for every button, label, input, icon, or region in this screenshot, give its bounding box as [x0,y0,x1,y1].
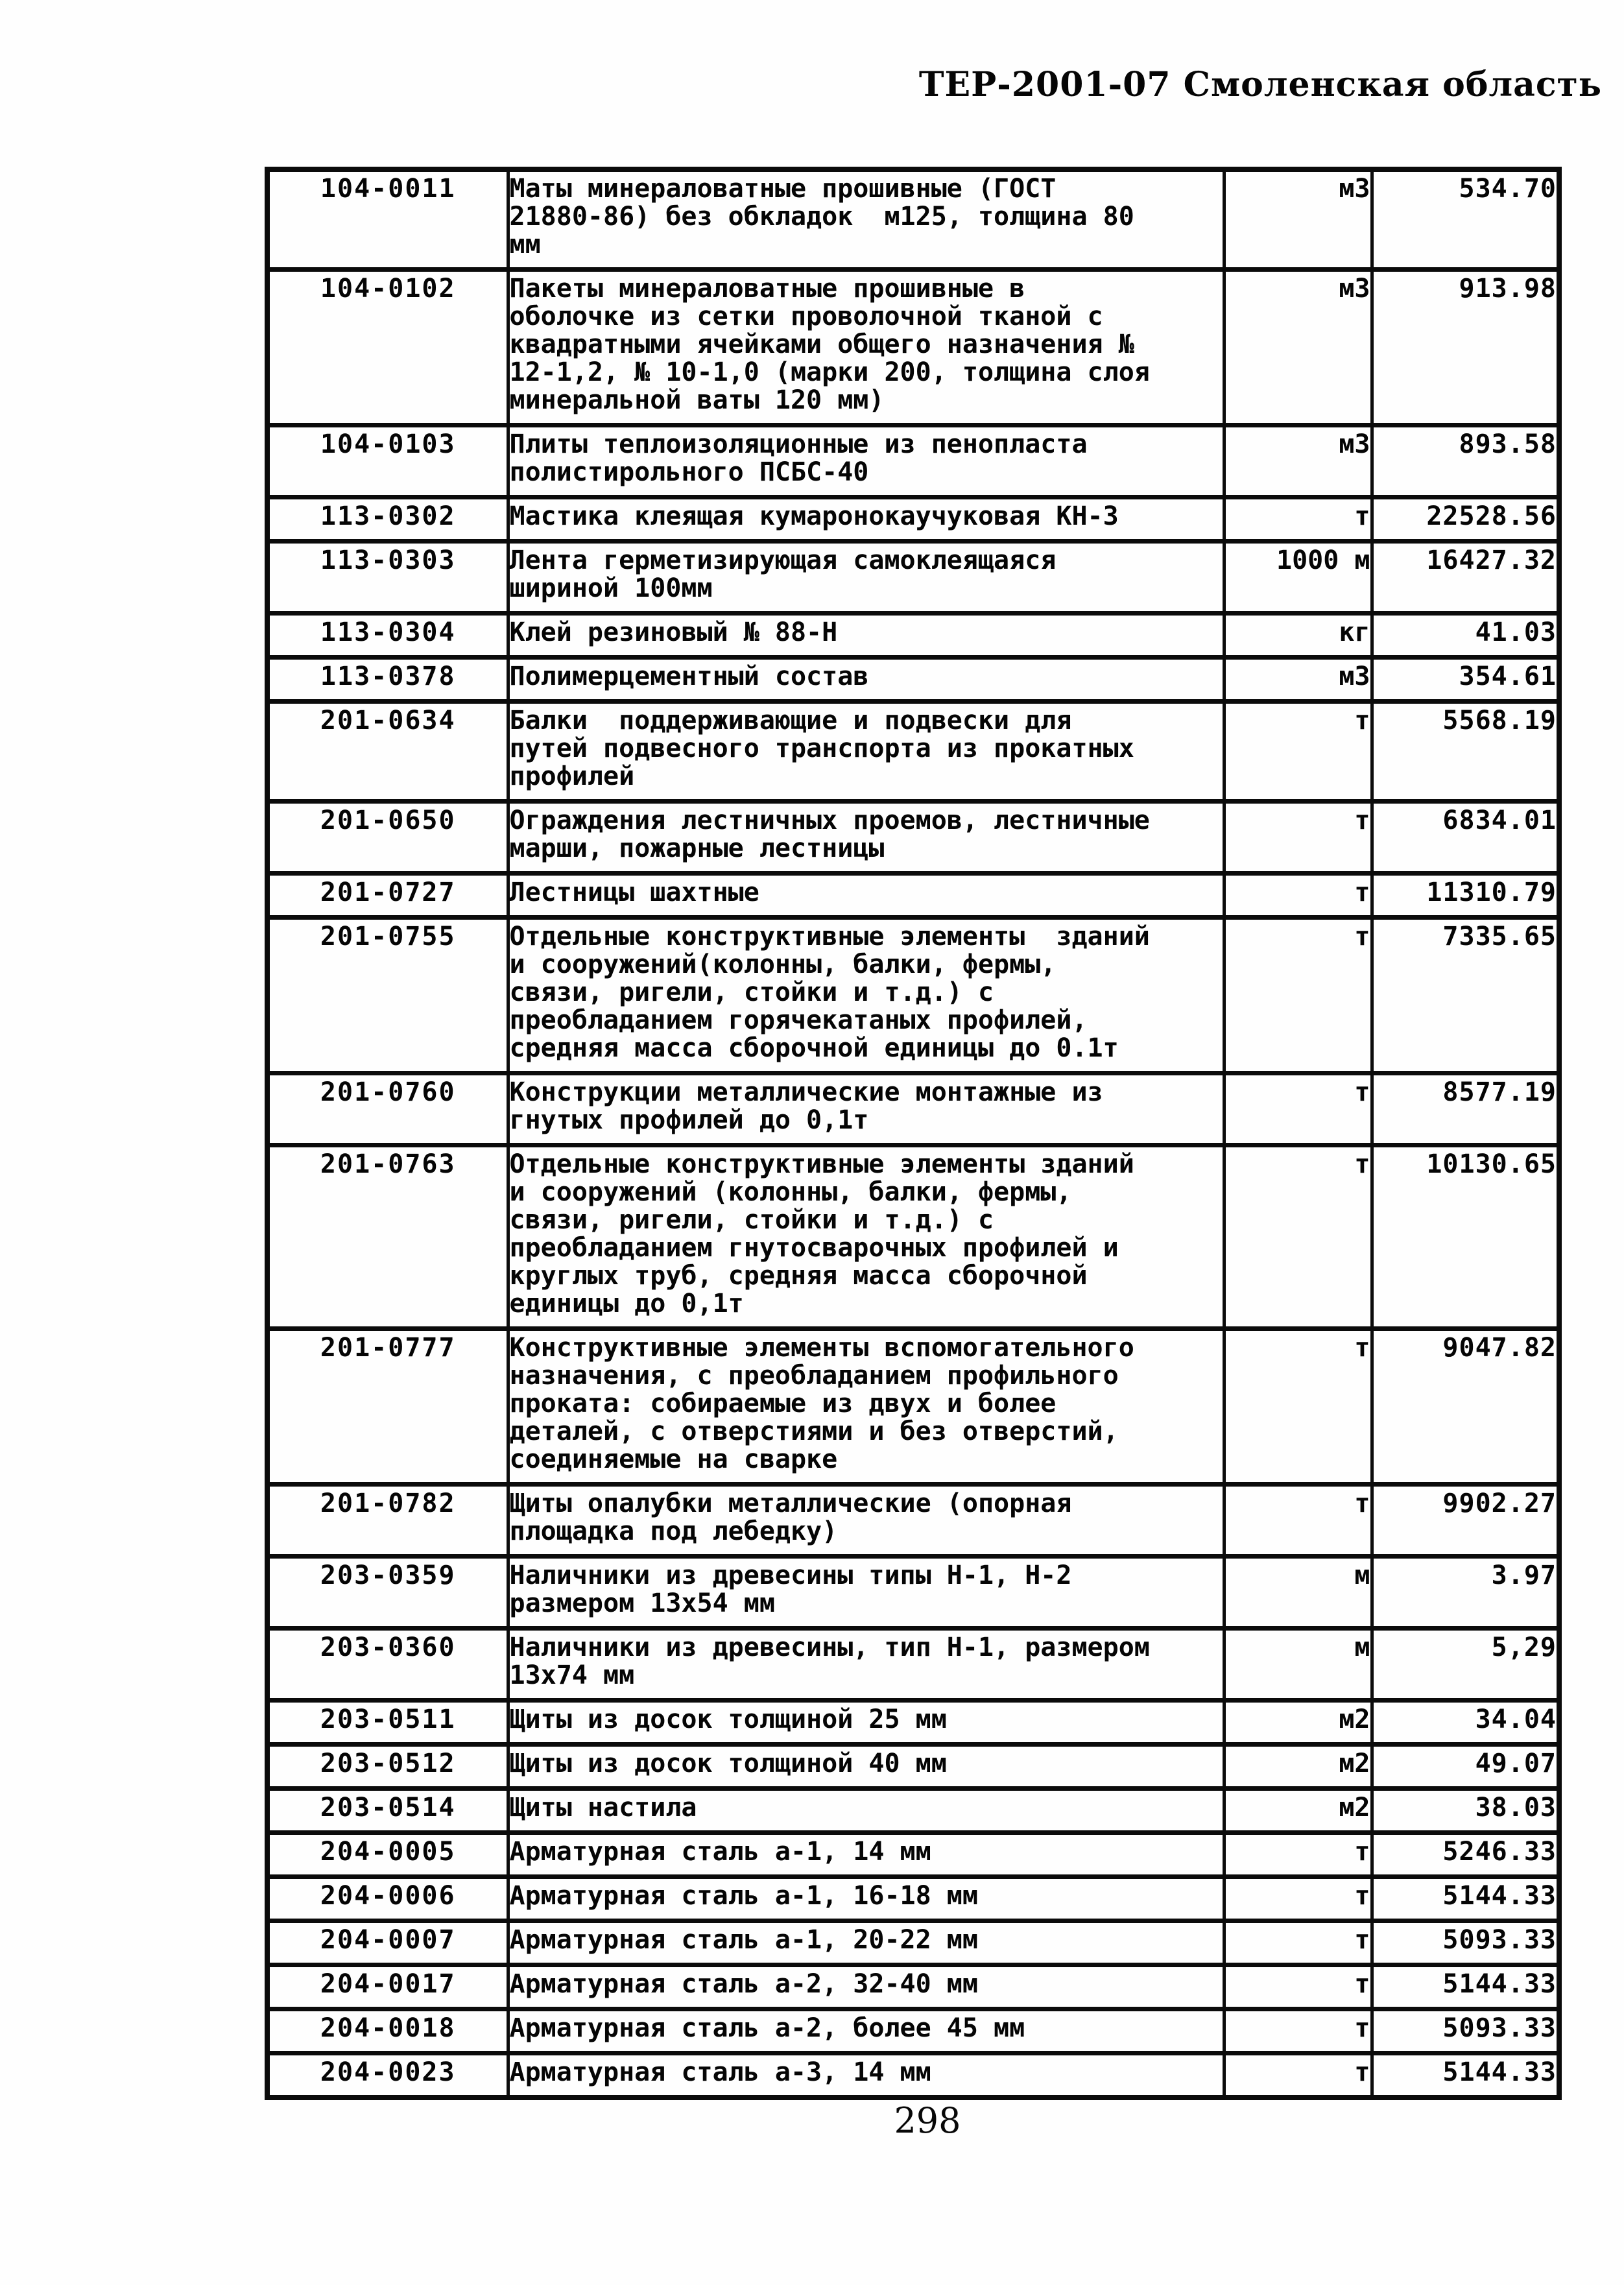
table-row [267,1921,1559,1965]
material-description [508,918,1224,1073]
material-unit: м2 [1224,1745,1372,1789]
material-description-text: Балки поддерживающие и подвески для путей подвесного транспорта из прокатных профилей [509,706,1150,791]
material-description [508,1965,1224,2009]
material-description [508,1557,1224,1629]
material-price: 5246.33 [1372,1833,1559,1877]
material-description [508,1329,1224,1485]
material-code: 203-0512 [267,1745,508,1789]
material-price: 534.70 [1372,169,1559,270]
material-code: 201-0634 [267,702,508,802]
material-description-text: Арматурная сталь а-1, 16-18 мм [509,1881,978,1911]
material-unit: т [1224,1485,1372,1557]
material-description-text: Арматурная сталь а-1, 14 мм [509,1837,931,1867]
material-code: 201-0727 [267,874,508,918]
table-row [267,1073,1559,1145]
table-row [267,1629,1559,1701]
material-price: 9902.27 [1372,1485,1559,1557]
material-price: 22528.56 [1372,497,1559,542]
material-code: 201-0782 [267,1485,508,1557]
document-header-title: ТЕР-2001-07 Смоленская область [918,65,1602,104]
material-code: 113-0302 [267,497,508,542]
table-row [267,702,1559,802]
material-description-text: Ограждения лестничных проемов, лестничные марши, пожарные лестницы [509,806,1165,863]
material-description-text: Арматурная сталь а-2, более 45 мм [509,2013,1025,2043]
material-description [508,1789,1224,1833]
material-unit: т [1224,497,1372,542]
material-unit: т [1224,2009,1372,2053]
table-row [267,614,1559,658]
material-code: 203-0360 [267,1629,508,1701]
material-code: 204-0007 [267,1921,508,1965]
material-description [508,1701,1224,1745]
material-description [508,1833,1224,1877]
material-description [508,169,1224,270]
materials-table-body [267,169,1559,2098]
material-unit: т [1224,1145,1372,1329]
material-unit: кг [1224,614,1372,658]
material-description [508,802,1224,874]
material-unit: т [1224,1329,1372,1485]
material-description-text: Наличники из древесины, тип Н-1, размером 13х74 мм [509,1633,1165,1690]
material-unit: т [1224,874,1372,918]
material-code: 204-0006 [267,1877,508,1921]
material-description [508,1877,1224,1921]
material-unit: т [1224,1921,1372,1965]
material-price: 11310.79 [1372,874,1559,918]
material-unit: м3 [1224,169,1372,270]
material-description [508,1145,1224,1329]
material-description [508,614,1224,658]
table-row [267,1557,1559,1629]
table-row [267,918,1559,1073]
material-description-text: Арматурная сталь а-1, 20-22 мм [509,1925,978,1955]
material-description-text: Маты минераловатные прошивные (ГОСТ 21880-86) без обкладок м125, толщина 80 мм [509,174,1150,259]
material-code: 113-0304 [267,614,508,658]
material-price: 5568.19 [1372,702,1559,802]
material-unit: т [1224,918,1372,1073]
material-code: 204-0023 [267,2053,508,2098]
table-row [267,270,1559,425]
table-row [267,497,1559,542]
material-description [508,542,1224,614]
material-code: 113-0303 [267,542,508,614]
material-description [508,1921,1224,1965]
material-code: 204-0005 [267,1833,508,1877]
material-unit: т [1224,802,1372,874]
material-code: 201-0650 [267,802,508,874]
material-unit: м [1224,1629,1372,1701]
material-price: 354.61 [1372,658,1559,702]
material-description [508,2009,1224,2053]
material-description-text: Мастика клеящая кумаронокаучуковая КН-3 [509,501,1119,531]
material-code: 203-0514 [267,1789,508,1833]
materials-price-table [265,167,1557,2100]
material-description-text: Плиты теплоизоляционные из пенопласта полистирольного ПСБС-40 [509,429,1103,487]
material-price: 5093.33 [1372,2009,1559,2053]
material-description [508,425,1224,497]
material-price: 10130.65 [1372,1145,1559,1329]
material-description-text: Клей резиновый № 88-Н [509,617,838,647]
material-price: 5,29 [1372,1629,1559,1701]
material-description-text: Щиты из досок толщиной 40 мм [509,1749,947,1778]
material-description [508,1073,1224,1145]
material-unit: м3 [1224,658,1372,702]
material-description-text: Арматурная сталь а-2, 32-40 мм [509,1969,978,1999]
table-row [267,658,1559,702]
material-price: 3.97 [1372,1557,1559,1629]
material-unit: 1000 м [1224,542,1372,614]
table-row [267,1329,1559,1485]
material-unit: т [1224,1073,1372,1145]
material-unit: т [1224,2053,1372,2098]
table-row [267,1745,1559,1789]
material-price: 913.98 [1372,270,1559,425]
material-unit: м2 [1224,1789,1372,1833]
material-price: 9047.82 [1372,1329,1559,1485]
material-price: 16427.32 [1372,542,1559,614]
material-description-text: Щиты из досок толщиной 25 мм [509,1705,947,1734]
material-description [508,1485,1224,1557]
material-description [508,702,1224,802]
material-unit: м [1224,1557,1372,1629]
material-unit: м3 [1224,270,1372,425]
material-description-text: Пакеты минераловатные прошивные в оболочке из сетки проволочной тканой с квадратными ячейками общего назначения № 12-1,2, № 10-1,0 (марки 200, толщина слоя минеральной ваты 120 мм) [509,274,1165,415]
table-row [267,1485,1559,1557]
table-row [267,425,1559,497]
table-row [267,1789,1559,1833]
table-row [267,542,1559,614]
material-price: 7335.65 [1372,918,1559,1073]
material-description [508,874,1224,918]
material-description-text: Лестницы шахтные [509,878,759,907]
material-description [508,658,1224,702]
material-price: 34.04 [1372,1701,1559,1745]
material-code: 113-0378 [267,658,508,702]
material-price: 49.07 [1372,1745,1559,1789]
material-code: 201-0763 [267,1145,508,1329]
material-unit: т [1224,1965,1372,2009]
material-description-text: Конструктивные элементы вспомогательного назначения, с преобладанием профильного проката: собираемые из двух и более деталей, с отверстиями и без отверстий, соединяемые на сварке [509,1333,1150,1474]
material-code: 204-0017 [267,1965,508,2009]
material-unit: т [1224,702,1372,802]
table-row [267,1877,1559,1921]
material-description [508,1629,1224,1701]
material-description-text: Щиты опалубки металлические (опорная площадка под лебедку) [509,1489,1088,1546]
material-unit: м2 [1224,1701,1372,1745]
material-code: 204-0018 [267,2009,508,2053]
material-price: 893.58 [1372,425,1559,497]
material-price: 38.03 [1372,1789,1559,1833]
material-unit: т [1224,1833,1372,1877]
material-description-text: Полимерцементный состав [509,662,869,691]
material-code: 203-0511 [267,1701,508,1745]
material-code: 104-0011 [267,169,508,270]
materials-price-table-grid [265,167,1562,2100]
material-price: 5144.33 [1372,1965,1559,2009]
material-description-text: Арматурная сталь а-3, 14 мм [509,2057,931,2087]
material-description [508,1745,1224,1789]
table-row [267,2053,1559,2098]
material-price: 5144.33 [1372,2053,1559,2098]
material-description-text: Наличники из древесины типы Н-1, Н-2 размером 13х54 мм [509,1561,1088,1618]
material-description-text: Лента герметизирующая самоклеящаяся шириной 100мм [509,545,1072,603]
material-price: 6834.01 [1372,802,1559,874]
table-row [267,2009,1559,2053]
material-price: 8577.19 [1372,1073,1559,1145]
material-code: 203-0359 [267,1557,508,1629]
material-description [508,2053,1224,2098]
table-row [267,874,1559,918]
page-number: 298 [894,2100,961,2141]
material-unit: м3 [1224,425,1372,497]
material-description-text: Отдельные конструктивные элементы зданий и сооружений(колонны, балки, фермы, связи, ригели, стойки и т.д.) с преобладанием горячекатаных профилей, средняя масса сборочной единицы до 0.1т [509,922,1165,1063]
table-row [267,802,1559,874]
material-code: 104-0103 [267,425,508,497]
material-code: 201-0755 [267,918,508,1073]
table-row [267,1833,1559,1877]
material-description-text: Отдельные конструктивные элементы зданий и сооружений (колонны, балки, фермы, связи, ригели, стойки и т.д.) с преобладанием гнутосварочных профилей и круглых труб, средняя масса сборочной единицы до 0,1т [509,1149,1150,1319]
table-row [267,1145,1559,1329]
material-code: 104-0102 [267,270,508,425]
table-row [267,1701,1559,1745]
material-price: 5144.33 [1372,1877,1559,1921]
material-price: 41.03 [1372,614,1559,658]
material-description [508,270,1224,425]
material-description-text: Конструкции металлические монтажные из гнутых профилей до 0,1т [509,1077,1119,1135]
material-price: 5093.33 [1372,1921,1559,1965]
material-unit: т [1224,1877,1372,1921]
material-code: 201-0760 [267,1073,508,1145]
table-row [267,1965,1559,2009]
table-row [267,169,1559,270]
material-description [508,497,1224,542]
material-code: 201-0777 [267,1329,508,1485]
material-description-text: Щиты настила [509,1793,697,1823]
